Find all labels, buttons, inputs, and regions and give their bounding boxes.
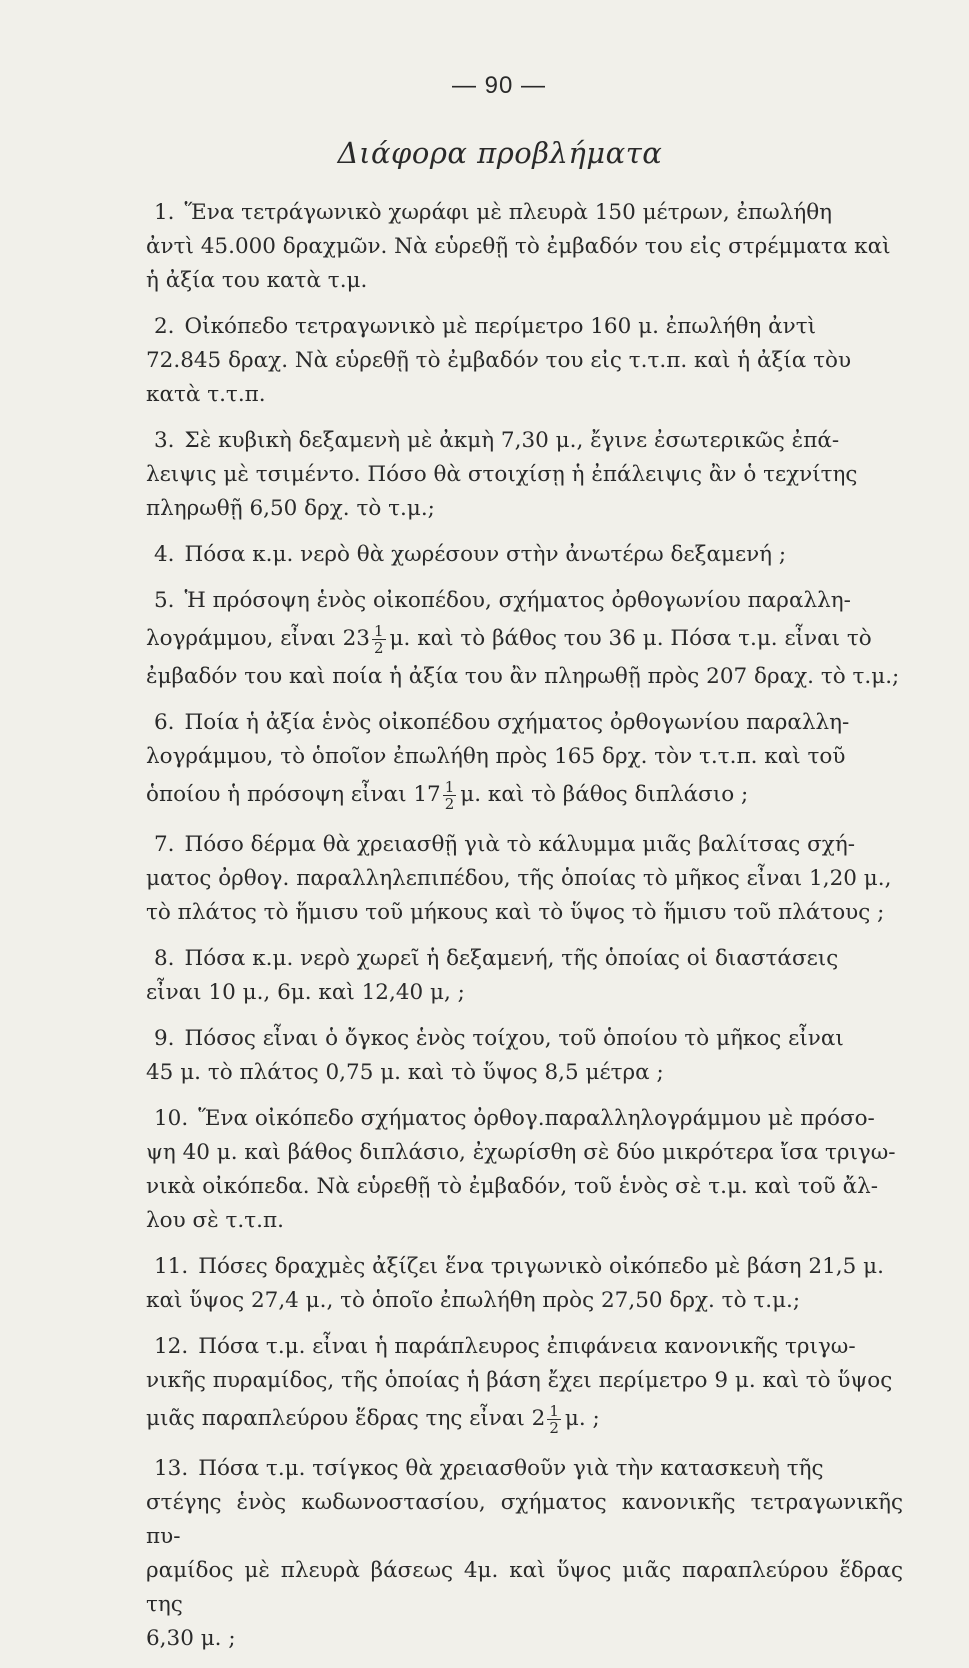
page-number: — 90 — (452, 72, 547, 99)
problem-text: μ. καὶ τὸ βάθος διπλάσιο ; (460, 782, 749, 807)
problem-line (148, 828, 903, 862)
fraction-numerator: 1 (444, 777, 455, 796)
problem-line: ραμίδος μὲ πλευρὰ βάσεως 4μ. καὶ ὕψος μιᾶς παραπλεύρου ἕδρας της (146, 1558, 903, 1617)
problem-line (148, 1330, 903, 1364)
problem-number: 5. (154, 588, 175, 613)
problem-line (146, 774, 903, 816)
problem-line (148, 196, 903, 230)
problem-1 (148, 196, 903, 298)
problem-line: τὸ πλάτος τὸ ἥμισυ τοῦ μήκους καὶ τὸ ὕψος τὸ ἥμισυ τοῦ πλάτους ; (146, 900, 885, 925)
problem-line: ματος ὀρθογ. παραλληλεπιπέδου, τῆς ὁποίας τὸ μῆκος εἶναι 1,20 μ., (146, 866, 892, 891)
problem-7 (148, 828, 903, 930)
page-heading: Διάφορα προβλήματα (337, 136, 663, 170)
problem-text: Πόσα κ.μ. νερὸ χωρεῖ ἡ δεξαμενή, τῆς ὁποίας οἱ διαστάσεις (184, 946, 839, 971)
problem-2 (148, 310, 903, 412)
problem-text: Πόσα κ.μ. νερὸ θὰ χωρέσουν στὴν ἀνωτέρω δεξαμενή ; (184, 542, 787, 567)
problem-12 (148, 1330, 903, 1440)
problem-line (148, 706, 903, 740)
problem-line: κατὰ τ.τ.π. (146, 382, 266, 407)
problem-line: ἐμβαδόν του καὶ ποία ἡ ἀξία του ἂν πληρωθῇ πρὸς 207 δραχ. τὸ τ.μ.; (146, 664, 900, 689)
problem-line: λειψις μὲ τσιμέντο. Πόσο θὰ στοιχίσῃ ἡ ἐπάλειψις ἂν ὁ τεχνίτης (146, 462, 858, 487)
problem-text: μιᾶς παραπλεύρου ἕδρας της εἶναι 2 (146, 1406, 546, 1431)
problem-line: ἀντὶ 45.000 δραχμῶν. Νὰ εὑρεθῇ τὸ ἐμβαδόν του εἰς στρέμματα καὶ (146, 234, 891, 259)
problem-number: 7. (154, 832, 175, 857)
fraction-denominator: 2 (374, 638, 384, 657)
problem-5 (148, 584, 903, 694)
problem-number: 3. (154, 428, 175, 453)
problem-line: ψη 40 μ. καὶ βάθος διπλάσιο, ἐχωρίσθη σὲ δύο μικρότερα ἴσα τριγω- (146, 1140, 896, 1165)
problem-8 (148, 942, 903, 1010)
problem-line: νικὰ οἰκόπεδα. Νὰ εὑρεθῇ τὸ ἐμβαδόν, τοῦ ἑνὸς σὲ τ.μ. καὶ τοῦ ἄλ- (146, 1174, 878, 1199)
problem-line (148, 424, 903, 458)
problem-number: 8. (154, 946, 175, 971)
problem-text: Πόσες δραχμὲς ἀξίζει ἕνα τριγωνικὸ οἰκόπεδο μὲ βάση 21,5 μ. (198, 1254, 884, 1279)
problem-number: 6. (154, 710, 175, 735)
fraction-denominator: 2 (444, 794, 455, 813)
problem-number: 11. (154, 1254, 189, 1279)
problem-text: Πόσος εἶναι ὁ ὄγκος ἑνὸς τοίχου, τοῦ ὁποίου τὸ μῆκος εἶναι (184, 1026, 844, 1051)
problem-line (148, 584, 903, 618)
problem-text: Ἕνα τετράγωνικὸ χωράφι μὲ πλευρὰ 150 μέτρων, ἐπωλήθη (184, 200, 833, 225)
problem-line (148, 1250, 903, 1284)
problem-line: ἡ ἀξία του κατὰ τ.μ. (146, 268, 368, 293)
problem-number: 10. (154, 1106, 189, 1131)
problem-line: λογράμμου, τὸ ὁποῖον ἐπωλήθη πρὸς 165 δρχ. τὸν τ.τ.π. καὶ τοῦ (146, 744, 846, 769)
problem-text: ὁποίου ἡ πρόσοψη εἶναι 17 (146, 782, 441, 807)
problem-text: Πόσα τ.μ. τσίγκος θὰ χρειασθοῦν γιὰ τὴν κατασκευὴ τῆς (198, 1456, 824, 1481)
problem-line (148, 1022, 903, 1056)
problem-11 (148, 1250, 903, 1318)
problem-line (148, 942, 903, 976)
problem-text: λογράμμου, εἶναι 23 (146, 626, 370, 651)
problem-text: Πόσα τ.μ. εἶναι ἡ παράπλευρος ἐπιφάνεια κανονικῆς τριγω- (198, 1334, 856, 1359)
problem-line: 45 μ. τὸ πλάτος 0,75 μ. καὶ τὸ ὕψος 8,5 μέτρα ; (146, 1060, 664, 1085)
problem-number: 12. (154, 1334, 189, 1359)
problem-text: Οἰκόπεδο τετραγωνικὸ μὲ περίμετρο 160 μ. ἐπωλήθη ἀντὶ (184, 314, 817, 339)
fraction (443, 779, 457, 812)
fraction-numerator: 1 (549, 1401, 559, 1420)
problem-number: 13. (154, 1456, 189, 1481)
problem-text: Ἕνα οἰκόπεδο σχήματος ὀρθογ.παραλληλογράμμου μὲ πρόσο- (198, 1106, 875, 1131)
problem-line (148, 538, 903, 572)
problem-text: μ. καὶ τὸ βάθος του 36 μ. Πόσα τ.μ. εἶναι τὸ (389, 626, 872, 651)
fraction-numerator: 1 (374, 621, 384, 640)
problem-text: Ποία ἡ ἀξία ἑνὸς οἰκοπέδου σχήματος ὀρθογωνίου παραλλη- (184, 710, 850, 735)
problem-line: 6,30 μ. ; (146, 1626, 236, 1651)
problem-line: καὶ ὕψος 27,4 μ., τὸ ὁποῖο ἐπωλήθη πρὸς 27,50 δρχ. τὸ τ.μ.; (146, 1288, 801, 1313)
problem-6 (148, 706, 903, 816)
problem-line (146, 1398, 903, 1440)
problem-line (148, 1452, 903, 1486)
problem-line: νικῆς πυραμίδος, τῆς ὁποίας ἡ βάση ἔχει περίμετρο 9 μ. καὶ τὸ ὕψος (146, 1368, 893, 1393)
problem-3 (148, 424, 903, 526)
problem-10 (148, 1102, 903, 1238)
problem-number: 4. (154, 542, 175, 567)
fraction-denominator: 2 (549, 1418, 559, 1437)
problem-line: λου σὲ τ.τ.π. (146, 1208, 284, 1233)
fraction (547, 1403, 561, 1436)
problem-line: πληρωθῇ 6,50 δρχ. τὸ τ.μ.; (146, 496, 435, 521)
problem-text: Ἡ πρόσοψη ἑνὸς οἰκοπέδου, σχήματος ὀρθογωνίου παραλλη- (184, 588, 851, 613)
problem-line (146, 618, 903, 660)
problem-9 (148, 1022, 903, 1090)
problem-text: Πόσο δέρμα θὰ χρειασθῇ γιὰ τὸ κάλυμμα μιᾶς βαλίτσας σχή- (184, 832, 855, 857)
problem-4 (148, 538, 903, 572)
problem-line (148, 1102, 903, 1136)
problem-line: εἶναι 10 μ., 6μ. καὶ 12,40 μ, ; (146, 980, 465, 1005)
fraction (372, 623, 386, 656)
problem-text: μ. ; (564, 1406, 600, 1431)
problem-line: 72.845 δραχ. Νὰ εὑρεθῇ τὸ ἐμβαδόν του εἰς τ.τ.π. καὶ ἡ ἀξία τὸυ (146, 348, 852, 373)
problem-line (148, 310, 903, 344)
problem-number: 2. (154, 314, 175, 339)
problem-line: στέγης ἑνὸς κωδωνοστασίου, σχήματος κανονικῆς τετραγωνικῆς πυ- (146, 1490, 903, 1549)
problem-text: Σὲ κυβικὴ δεξαμενὴ μὲ ἀκμὴ 7,30 μ., ἔγινε ἐσωτερικῶς ἐπά- (184, 428, 840, 453)
problem-13 (148, 1452, 903, 1656)
problem-list (148, 196, 903, 1668)
problem-number: 9. (154, 1026, 175, 1051)
problem-number: 1. (154, 200, 175, 225)
